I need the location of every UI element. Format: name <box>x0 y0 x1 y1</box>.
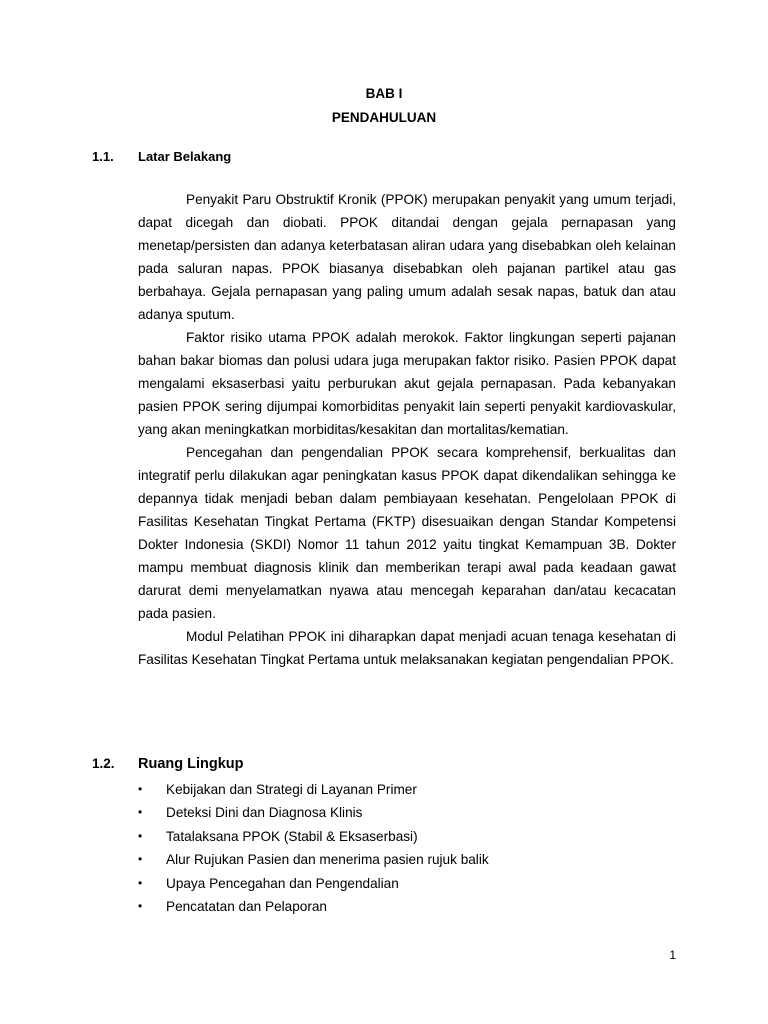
paragraph: Penyakit Paru Obstruktif Kronik (PPOK) merupakan penyakit yang umum terjadi, dapat dicegah dan diobati. PPOK ditandai dengan gejala pernapasan yang menetap/persisten dan adanya keterbatasan aliran udara yang disebabkan oleh kelainan pada saluran napas. PPOK biasanya disebabkan oleh pajanan partikel atau gas berbahaya. Gejala pernapasan yang paling umum adalah sesak napas, batuk dan atau adanya sputum. <box>138 192 676 322</box>
list-item <box>138 778 489 801</box>
list-item <box>138 895 489 918</box>
list-item-text: Pencatatan dan Pelaporan <box>166 898 327 914</box>
list-item-text: Kebijakan dan Strategi di Layanan Primer <box>166 782 417 797</box>
page-number: 1 <box>669 948 676 962</box>
list-item-text: Upaya Pencegahan dan Pengendalian <box>166 875 399 891</box>
bullet-icon: • <box>138 782 143 796</box>
bullet-icon: • <box>138 898 143 913</box>
chapter-title: PENDAHULUAN <box>331 110 437 125</box>
section-heading-ruang-lingkup <box>92 755 244 772</box>
list-item-text: Deteksi Dini dan Diagnosa Klinis <box>166 805 363 821</box>
section-title: Latar Belakang <box>138 149 232 164</box>
section-heading-latar-belakang <box>92 148 231 164</box>
bullet-icon: • <box>138 852 143 867</box>
section-title: Ruang Lingkup <box>138 756 244 772</box>
paragraph: Pencegahan dan pengendalian PPOK secara komprehensif, berkualitas dan integratif perlu dilakukan agar peningkatan kasus PPOK dapat dikendalikan sehingga ke depannya tidak menjadi beban dalam pembiayaan kesehatan. Pengelolaan PPOK di Fasilitas Kesehatan Tingkat Pertama (FKTP) disesuaikan dengan Standar Kompetensi Dokter Indonesia (SKDI) Nomor 11 tahun 2012 yaitu tingkat Kemampuan 3B. Dokter mampu membuat diagnosis klinik dan memberikan terapi awal pada keadaan gawat darurat demi menyelamatkan nyawa atau mencegah keparahan dan/atau kecacatan pada pasien. <box>138 445 676 621</box>
bullet-icon: • <box>138 828 143 843</box>
list-item <box>138 872 489 895</box>
section-body-latar-belakang <box>138 188 676 671</box>
list-item-text: Alur Rujukan Pasien dan menerima pasien rujuk balik <box>166 852 489 868</box>
chapter-label: BAB I <box>365 86 403 101</box>
paragraph: Faktor risiko utama PPOK adalah merokok. Faktor lingkungan seperti pajanan bahan bakar biomas dan polusi udara juga merupakan faktor risiko. Pasien PPOK dapat mengalami eksaserbasi yaitu perburukan akut gejala pernapasan. Pada kebanyakan pasien PPOK sering dijumpai komorbiditas penyakit lain seperti penyakit kardiovaskular, yang akan meningkatkan morbiditas/kesakitan dan mortalitas/kematian. <box>138 330 676 437</box>
list-item <box>138 801 489 824</box>
bullet-icon: • <box>138 805 143 820</box>
list-item <box>138 825 489 848</box>
paragraph: Modul Pelatihan PPOK ini diharapkan dapat menjadi acuan tenaga kesehatan di Fasilitas Kesehatan Tingkat Pertama untuk melaksanakan kegiatan pengendalian PPOK. <box>138 629 676 667</box>
list-item-text: Tatalaksana PPOK (Stabil & Eksaserbasi) <box>166 828 418 844</box>
scope-list <box>138 778 489 918</box>
section-number: 1.2. <box>92 756 115 771</box>
list-item <box>138 848 489 871</box>
bullet-icon: • <box>138 875 143 890</box>
section-number: 1.1. <box>92 149 114 164</box>
